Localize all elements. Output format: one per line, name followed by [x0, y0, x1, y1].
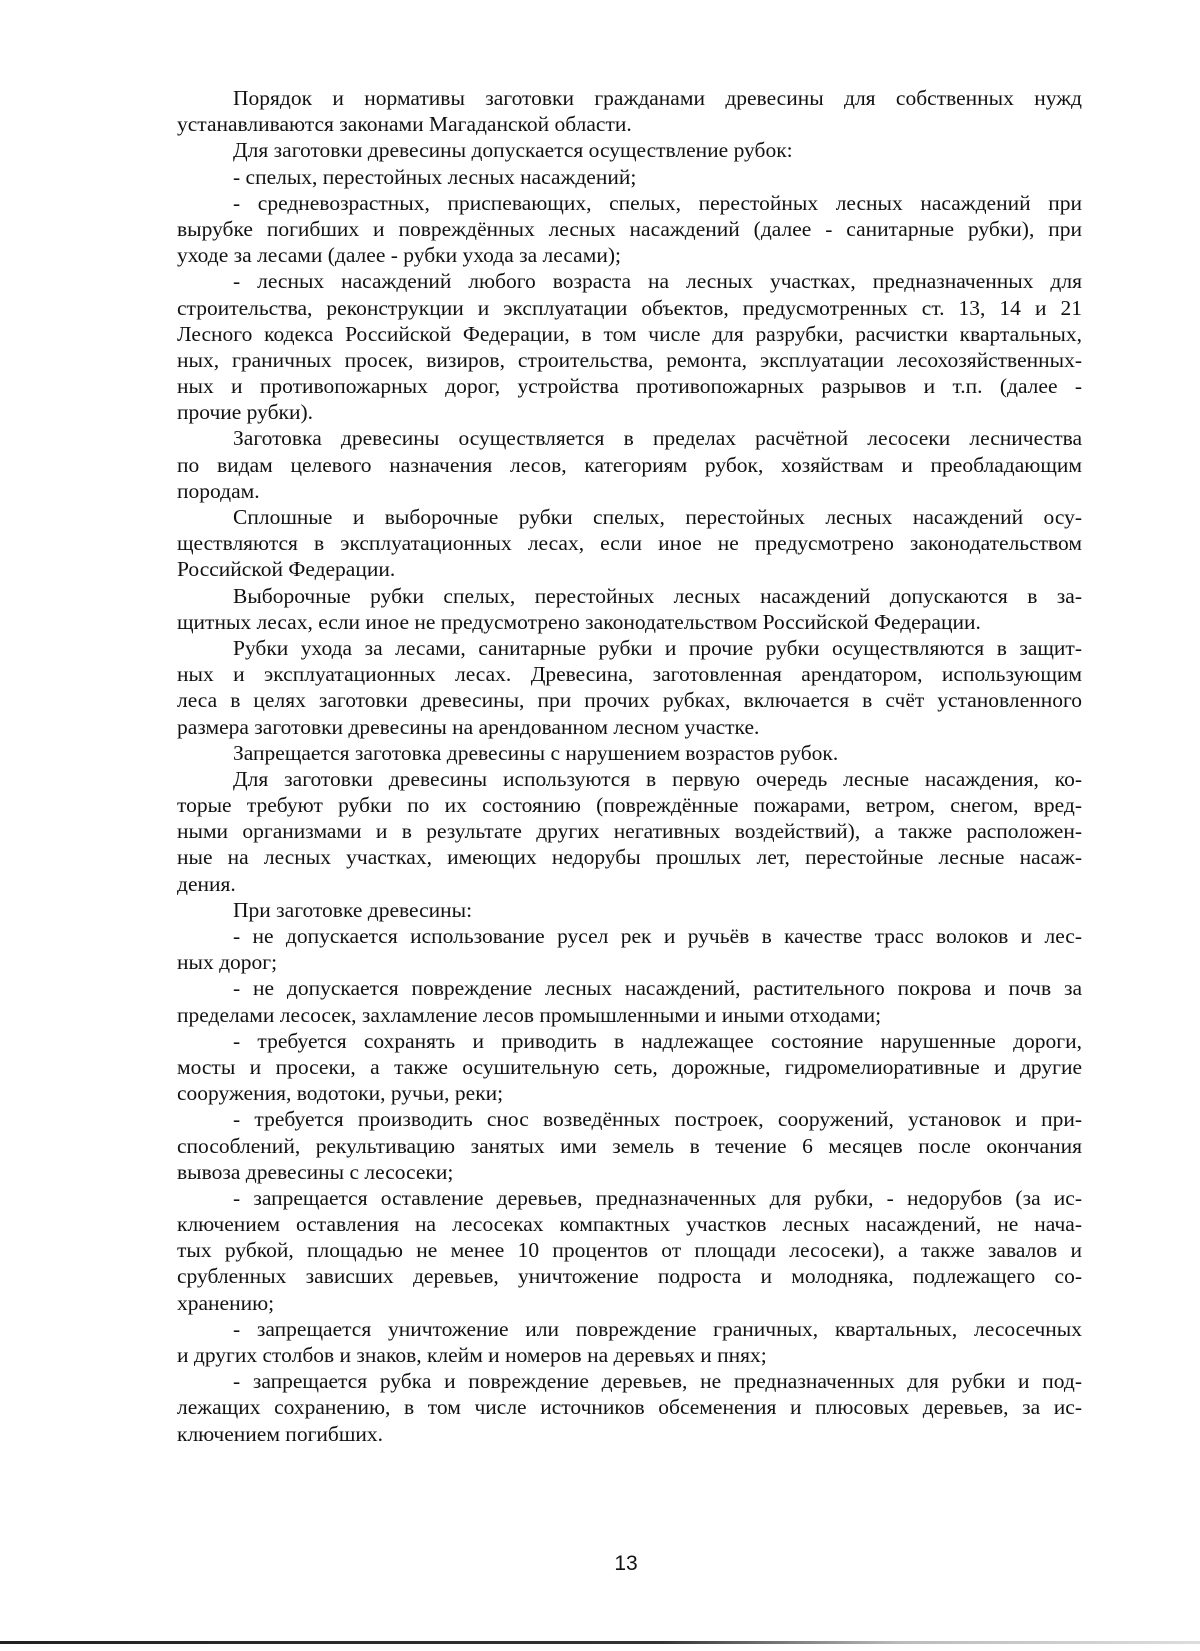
text-line: - запрещается рубка и повреждение деревьев, не предназначенных для рубки и под-	[233, 1369, 1082, 1394]
text-line: Лесного кодекса Российской Федерации, в том числе для разрубки, расчистки квартальных,	[177, 321, 1082, 346]
text-line: ных дорог;	[177, 950, 278, 975]
text-line: устанавливаются законами Магаданской области.	[177, 112, 632, 137]
text-line: срубленных зависших деревьев, уничтожение подроста и молодняка, подлежащего со-	[177, 1264, 1082, 1289]
document-body	[177, 85, 1082, 1447]
text-line: Сплошные и выборочные рубки спелых, перестойных лесных насаждений осу-	[233, 505, 1082, 529]
text-line: При заготовке древесины:	[233, 897, 473, 922]
text-line: дения.	[177, 871, 236, 896]
text-line: торые требуют рубки по их состоянию (повреждённые пожарами, ветром, снегом, вред-	[177, 793, 1082, 818]
text-line: сооружения, водотоки, ручьи, реки;	[177, 1081, 504, 1106]
text-line: ключением погибших.	[177, 1421, 384, 1446]
text-line: ными организмами и в результате других негативных воздействий), а также расположен-	[177, 819, 1082, 844]
text-line: - лесных насаждений любого возраста на лесных участках, предназначенных для	[233, 269, 1082, 294]
text-line: ных и эксплуатационных лесах. Древесина, заготовленная арендатором, использующим	[177, 662, 1082, 687]
text-line: - запрещается оставление деревьев, предназначенных для рубки, - недорубов (за ис-	[233, 1185, 1082, 1210]
text-line: ные на лесных участках, имеющих недорубы прошлых лет, перестойные лесные насаж-	[177, 845, 1082, 870]
text-line: Выборочные рубки спелых, перестойных лесных насаждений допускаются в за-	[233, 583, 1082, 608]
text-line: вырубке погибших и повреждённых лесных насаждений (далее - санитарные рубки), при	[177, 216, 1082, 241]
page-number: 13	[614, 1552, 638, 1575]
text-line: породам.	[177, 478, 260, 503]
text-line: ществляются в эксплуатационных лесах, если иное не предусмотрено законодательством	[177, 531, 1082, 556]
text-line: - средневозрастных, приспевающих, спелых, перестойных лесных насаждений при	[233, 190, 1082, 215]
text-line: и других столбов и знаков, клейм и номеров на деревьях и пнях;	[177, 1343, 767, 1367]
text-line: Запрещается заготовка древесины с нарушением возрастов рубок.	[233, 740, 839, 765]
text-line: - не допускается использование русел рек и ручьёв в качестве трасс волоков и лес-	[233, 924, 1082, 948]
text-line: - требуется производить снос возведённых построек, сооружений, установок и при-	[233, 1107, 1082, 1132]
text-line: ключением оставления на лесосеках компактных участков лесных насаждений, не нача-	[177, 1212, 1082, 1237]
text-line: - требуется сохранять и приводить в надлежащее состояние нарушенные дороги,	[233, 1028, 1082, 1053]
text-line: Российской Федерации.	[177, 557, 396, 582]
text-line: ных и противопожарных дорог, устройства противопожарных разрывов и т.п. (далее -	[177, 374, 1082, 399]
text-line: леса в целях заготовки древесины, при прочих рубках, включается в счёт установленного	[177, 688, 1082, 713]
text-line: - не допускается повреждение лесных насаждений, растительного покрова и почв за	[233, 976, 1082, 1001]
text-line: лежащих сохранению, в том числе источников обсеменения и плюсовых деревьев, за ис-	[177, 1395, 1082, 1420]
text-line: Заготовка древесины осуществляется в пределах расчётной лесосеки лесничества	[233, 426, 1082, 451]
text-line: тых рубкой, площадью не менее 10 процентов от площади лесосеки), а также завалов и	[177, 1238, 1082, 1263]
text-line: ных, граничных просек, визиров, строительства, ремонта, эксплуатации лесохозяйственных-	[177, 347, 1082, 372]
text-line: пределами лесосек, захламление лесов промышленными и иными отходами;	[177, 1002, 882, 1027]
scan-edge-divider	[0, 1641, 1200, 1644]
text-line: по видам целевого назначения лесов, категориям рубок, хозяйствам и преобладающим	[177, 452, 1082, 477]
text-line: щитных лесах, если иное не предусмотрено законодательством Российской Федерации.	[177, 609, 981, 634]
text-line: уходе за лесами (далее - рубки ухода за лесами);	[177, 243, 621, 268]
text-line: хранению;	[177, 1290, 275, 1315]
text-line: - спелых, перестойных лесных насаждений;	[233, 164, 637, 189]
text-line: Рубки ухода за лесами, санитарные рубки и прочие рубки осуществляются в защит-	[233, 635, 1082, 660]
text-line: Для заготовки древесины используются в первую очередь лесные насаждения, ко-	[233, 766, 1082, 791]
text-line: размера заготовки древесины на арендованном лесном участке.	[177, 714, 760, 739]
text-line: Для заготовки древесины допускается осуществление рубок:	[233, 138, 793, 163]
text-line: вывоза древесины с лесосеки;	[177, 1159, 454, 1184]
text-line: способлений, рекультивацию занятых ими земель в течение 6 месяцев после окончания	[177, 1133, 1082, 1158]
text-line: мосты и просеки, а также осушительную сеть, дорожные, гидромелиоративные и другие	[177, 1054, 1082, 1079]
text-line: Порядок и нормативы заготовки гражданами древесины для собственных нужд	[233, 86, 1082, 110]
text-line: - запрещается уничтожение или повреждение граничных, квартальных, лесосечных	[233, 1316, 1082, 1341]
text-line: строительства, реконструкции и эксплуатации объектов, предусмотренных ст. 13, 14 и 21	[177, 295, 1082, 320]
text-line: прочие рубки).	[177, 400, 314, 425]
